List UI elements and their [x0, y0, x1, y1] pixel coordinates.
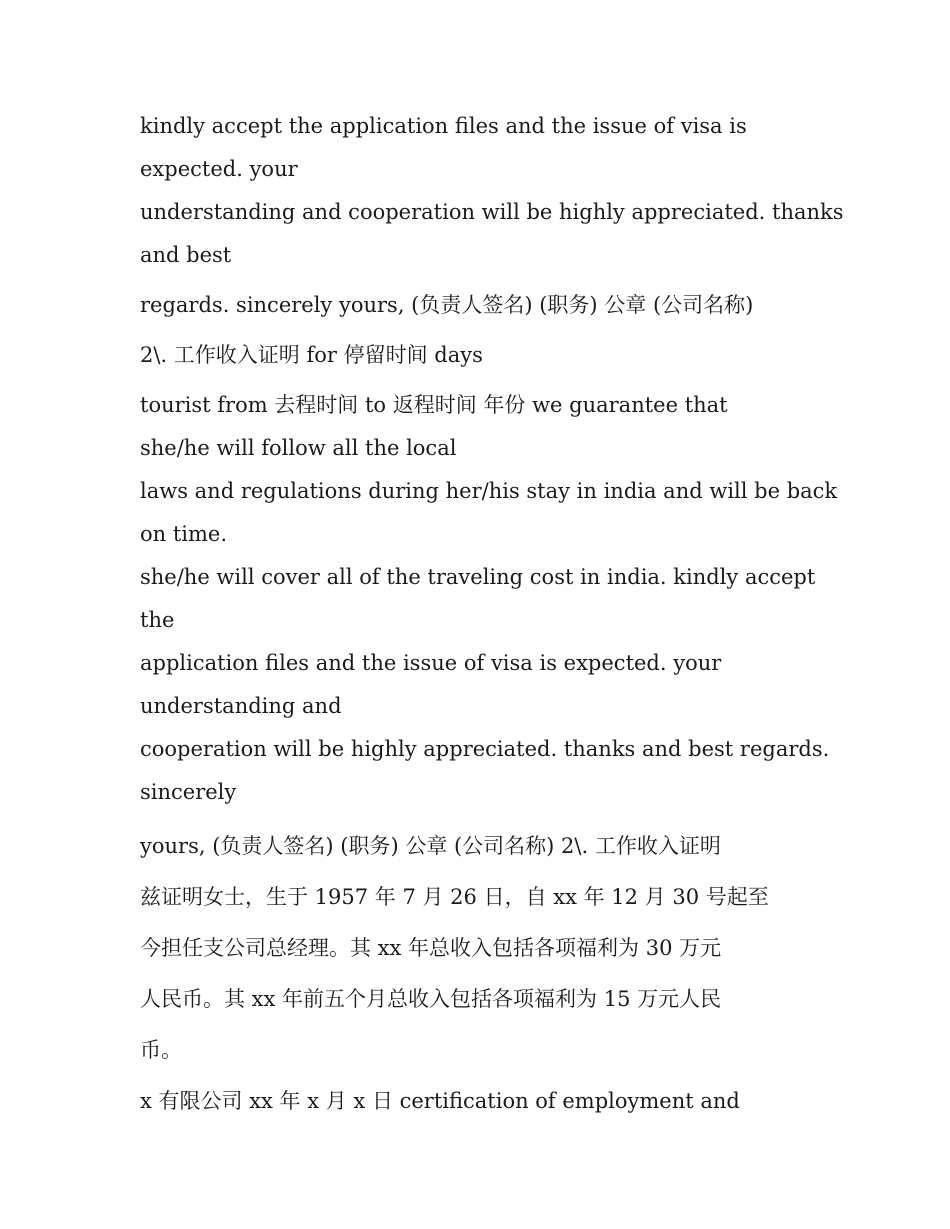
text-line: 币。: [140, 1038, 182, 1062]
text-line: kindly accept the application files and the issue of visa is: [140, 114, 747, 138]
text-line: expected. your: [140, 157, 298, 181]
text-line: regards. sincerely yours, (负责人签名) (职务) 公章 (公司名称): [140, 293, 754, 317]
paragraph-5: [140, 384, 820, 470]
text-line: application files and the issue of visa is expected. your: [140, 651, 722, 675]
text-line: and best: [140, 243, 232, 267]
paragraph-6: [140, 470, 838, 556]
paragraph-2: [140, 191, 844, 277]
paragraph-1: [140, 105, 820, 191]
text-line: she/he will cover all of the traveling cost in india. kindly accept: [140, 565, 816, 589]
paragraph-9: [140, 728, 830, 814]
text-line: on time.: [140, 522, 228, 546]
text-line: cooperation will be highly appreciated. thanks and best regards.: [140, 737, 830, 761]
text-line: x 有限公司 xx 年 x 月 x 日 certification of employment and: [140, 1089, 740, 1113]
paragraph-4: [140, 334, 820, 377]
paragraph-7: [140, 556, 820, 642]
text-line: understanding and: [140, 694, 342, 718]
paragraph-8: [140, 642, 820, 728]
document-body: [140, 105, 844, 1127]
text-line: tourist from 去程时间 to 返程时间 年份 we guarantee that: [140, 393, 728, 417]
paragraph-11: [140, 1076, 820, 1127]
text-line: 兹证明女士，生于 1957 年 7 月 26 日，自 xx 年 12 月 30 号起至: [140, 885, 769, 909]
text-line: understanding and cooperation will be highly appreciated. thanks: [140, 200, 844, 224]
text-line: she/he will follow all the local: [140, 436, 457, 460]
text-line: 2\. 工作收入证明 for 停留时间 days: [140, 343, 483, 367]
paragraph-3: [140, 284, 820, 327]
text-line: the: [140, 608, 175, 632]
text-line: yours, (负责人签名) (职务) 公章 (公司名称) 2\. 工作收入证明: [140, 834, 721, 858]
text-line: 人民币。其 xx 年前五个月总收入包括各项福利为 15 万元人民: [140, 987, 722, 1011]
text-line: laws and regulations during her/his stay in india and will be back: [140, 479, 838, 503]
paragraph-10: [140, 821, 820, 1076]
text-line: 今担任支公司总经理。其 xx 年总收入包括各项福利为 30 万元: [140, 936, 722, 960]
text-line: sincerely: [140, 780, 237, 804]
